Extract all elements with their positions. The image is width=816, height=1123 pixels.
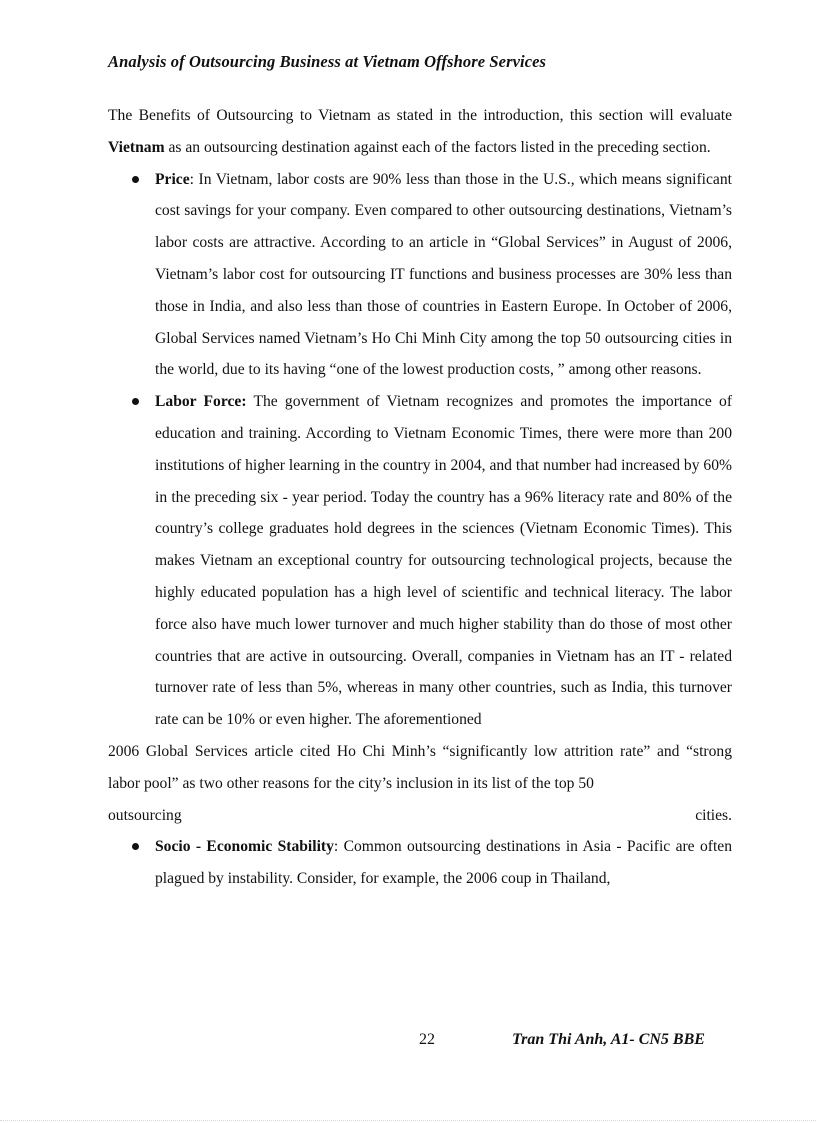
last-line-left: outsourcing xyxy=(108,806,182,824)
bullet-icon xyxy=(132,398,139,405)
intro-text-a: The Benefits of Outsourcing to Vietnam as stated in the introduction, this section will evaluate xyxy=(108,107,732,124)
last-line-right: cities. xyxy=(695,806,732,824)
intro-text-b: as an outsourcing destination against each of the factors listed in the preceding section. xyxy=(164,138,711,156)
bullet-label: Socio - Economic Stability xyxy=(155,838,334,856)
page-body xyxy=(108,100,732,895)
page-number: 22 xyxy=(419,1031,435,1048)
page-header-title: Analysis of Outsourcing Business at Vietnam Offshore Services xyxy=(108,52,547,71)
list-item-labor-force xyxy=(108,386,732,831)
intro-bold-word: Vietnam xyxy=(108,138,165,156)
bullet-text: : In Vietnam, labor costs are 90% less than those in the U.S., which means significant cost savings for your company. Even compared to other outsourcing destinations, Vietnam’s labor costs are attractive. According to an article in “Global Services” in August of 2006, Vietnam’s labor cost for outsourcing IT functions and business processes are 30% less than those in India, and also less than those of countries in Eastern Europe. In October of 2006, Global Services named Vietnam’s Ho Chi Minh City among the top 50 outsourcing cities in the world, due to its having “one of the lowest production costs, ” among other reasons. xyxy=(155,170,732,379)
bullet-text: : Common outsourcing destinations in Asia - Pacific are often plagued by instability. Consider, for example, the 2006 coup in Thailand, xyxy=(155,838,732,888)
list-item-price xyxy=(108,164,732,387)
footer-author: Tran Thi Anh, A1- CN5 BBE xyxy=(512,1031,705,1048)
bullet-icon xyxy=(132,843,139,850)
bullet-icon xyxy=(132,176,139,183)
factor-list xyxy=(108,164,732,895)
intro-paragraph xyxy=(108,100,732,164)
page-footer xyxy=(0,1031,816,1055)
page-edge-divider xyxy=(0,1120,816,1121)
bullet-last-line xyxy=(108,800,732,832)
bullet-text: The government of Vietnam recognizes and promotes the importance of education and training. According to Vietnam Economic Times, there were more than 200 institutions of higher learning in the country in 2004, and that number had increased by 60% in the preceding six - year period. Today the country has a 96% literacy rate and 80% of the country’s college graduates hold degrees in the sciences (Vietnam Economic Times). This makes Vietnam an exceptional country for outsourcing technological projects, because the highly educated population has a high level of scientific and technical literacy. The labor force also have much lower turnover and much higher stability than do those of most other countries that are active in outsourcing. Overall, companies in Vietnam has an IT - related turnover rate of less than 5%, whereas in many other countries, such as India, this turnover rate can be 10% or even higher. The aforementioned xyxy=(155,393,733,729)
bullet-label: Labor Force: xyxy=(155,393,247,411)
bullet-continuation: 2006 Global Services article cited Ho Chi Minh’s “significantly low attrition rate” and “strong labor pool” as two other reasons for the city’s inclusion in its list of the top 50 xyxy=(108,742,732,792)
bullet-label: Price xyxy=(155,170,190,188)
list-item-socio-economic xyxy=(108,831,732,895)
